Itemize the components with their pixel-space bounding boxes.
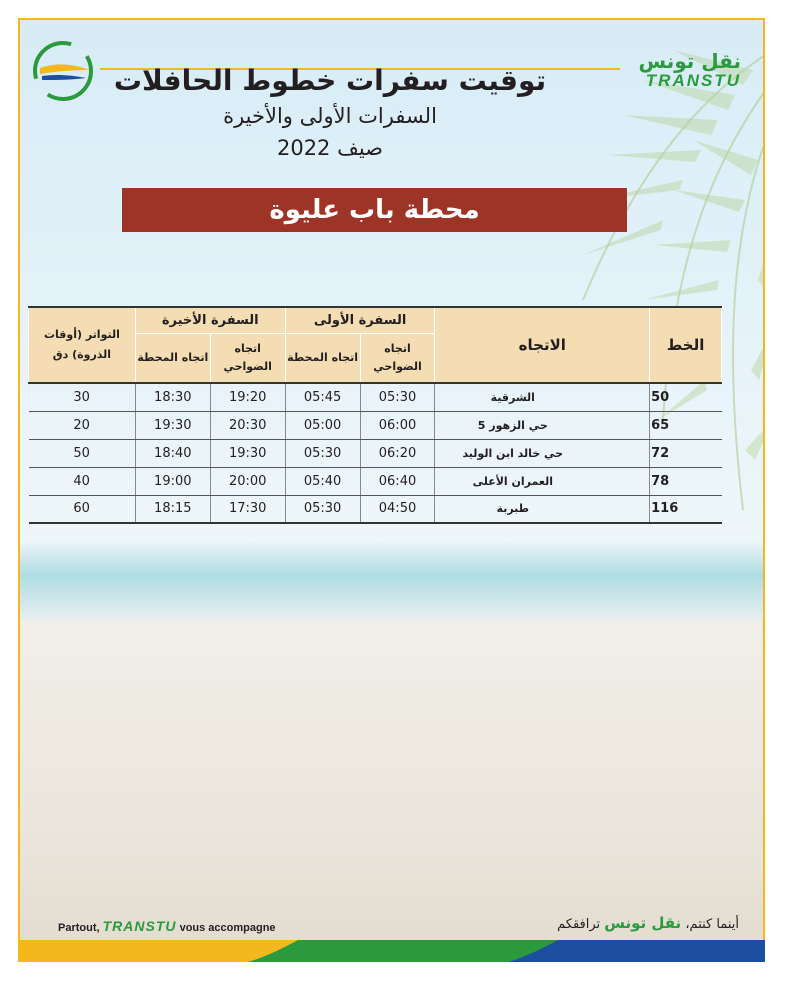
direction-cell: حي خالد ابن الوليد bbox=[435, 439, 650, 467]
footer-ar-prefix: أينما كنتم، bbox=[685, 917, 739, 932]
direction-cell: طبربة bbox=[435, 495, 650, 523]
season-label: صيف 2022 bbox=[276, 136, 384, 160]
line-number: 65 bbox=[650, 411, 722, 439]
direction-cell: الشرقية bbox=[435, 383, 650, 411]
header-frequency: التواتر (أوقات الذروة) دق bbox=[29, 307, 136, 383]
line-number: 116 bbox=[650, 495, 722, 523]
last-to-station-cell: 19:30 bbox=[135, 411, 210, 439]
last-to-station-cell: 19:00 bbox=[135, 467, 210, 495]
table-row bbox=[29, 439, 722, 467]
header-first-to-suburbs: اتجاه الضواحي bbox=[360, 333, 435, 383]
last-to-suburbs-cell: 19:30 bbox=[210, 439, 285, 467]
header-first-trip: السفرة الأولى bbox=[285, 307, 435, 333]
last-to-suburbs-cell: 20:00 bbox=[210, 467, 285, 495]
footer-slogan-french bbox=[58, 918, 276, 934]
last-to-suburbs-cell: 17:30 bbox=[210, 495, 285, 523]
footer-fr-prefix: Partout, bbox=[58, 922, 100, 934]
station-banner: محطة باب عليوة bbox=[122, 188, 627, 232]
brand-color-stripes bbox=[18, 940, 765, 962]
last-to-suburbs-cell: 20:30 bbox=[210, 411, 285, 439]
header-direction: الاتجاه bbox=[435, 307, 650, 383]
footer-fr-brand: TRANSTU bbox=[102, 918, 177, 934]
first-to-station-cell: 05:00 bbox=[285, 411, 360, 439]
brand-name-arabic: نقل تونس bbox=[638, 49, 741, 73]
first-to-suburbs-cell: 06:40 bbox=[360, 467, 435, 495]
frequency-cell: 50 bbox=[29, 439, 136, 467]
header-last-to-suburbs: اتجاه الضواحي bbox=[210, 333, 285, 383]
first-to-station-cell: 05:45 bbox=[285, 383, 360, 411]
table-row bbox=[29, 467, 722, 495]
table-row bbox=[29, 383, 722, 411]
frequency-cell: 40 bbox=[29, 467, 136, 495]
first-to-station-cell: 05:40 bbox=[285, 467, 360, 495]
line-number: 72 bbox=[650, 439, 722, 467]
last-to-suburbs-cell: 19:20 bbox=[210, 383, 285, 411]
page-subtitle: السفرات الأولى والأخيرة bbox=[223, 104, 437, 128]
first-to-suburbs-cell: 04:50 bbox=[360, 495, 435, 523]
header-line: الخط bbox=[650, 307, 722, 383]
line-number: 78 bbox=[650, 467, 722, 495]
sea-background bbox=[20, 540, 763, 620]
timetable bbox=[28, 306, 722, 524]
brand-name-latin: TRANSTU bbox=[645, 71, 741, 90]
last-to-station-cell: 18:30 bbox=[135, 383, 210, 411]
footer-ar-brand: نقل تونس bbox=[604, 914, 682, 932]
header-last-trip: السفرة الأخيرة bbox=[135, 307, 285, 333]
frequency-cell: 30 bbox=[29, 383, 136, 411]
first-to-suburbs-cell: 05:30 bbox=[360, 383, 435, 411]
header-first-to-station: اتجاه المحطة bbox=[285, 333, 360, 383]
table-row bbox=[29, 411, 722, 439]
first-to-station-cell: 05:30 bbox=[285, 439, 360, 467]
frequency-cell: 20 bbox=[29, 411, 136, 439]
last-to-station-cell: 18:40 bbox=[135, 439, 210, 467]
first-to-suburbs-cell: 06:00 bbox=[360, 411, 435, 439]
sand-background bbox=[20, 620, 763, 960]
footer-ar-suffix: ترافقكم bbox=[557, 917, 601, 932]
header-last-to-station: اتجاه المحطة bbox=[135, 333, 210, 383]
direction-cell: العمران الأعلى bbox=[435, 467, 650, 495]
page-title: توقيت سفرات خطوط الحافلات bbox=[113, 64, 547, 97]
footer-slogan-arabic bbox=[557, 914, 739, 932]
brand-logo bbox=[638, 50, 741, 90]
last-to-station-cell: 18:15 bbox=[135, 495, 210, 523]
first-to-suburbs-cell: 06:20 bbox=[360, 439, 435, 467]
first-to-station-cell: 05:30 bbox=[285, 495, 360, 523]
line-number: 50 bbox=[650, 383, 722, 411]
table-row bbox=[29, 495, 722, 523]
footer-fr-suffix: vous accompagne bbox=[179, 922, 276, 934]
direction-cell: حي الزهور 5 bbox=[435, 411, 650, 439]
frequency-cell: 60 bbox=[29, 495, 136, 523]
